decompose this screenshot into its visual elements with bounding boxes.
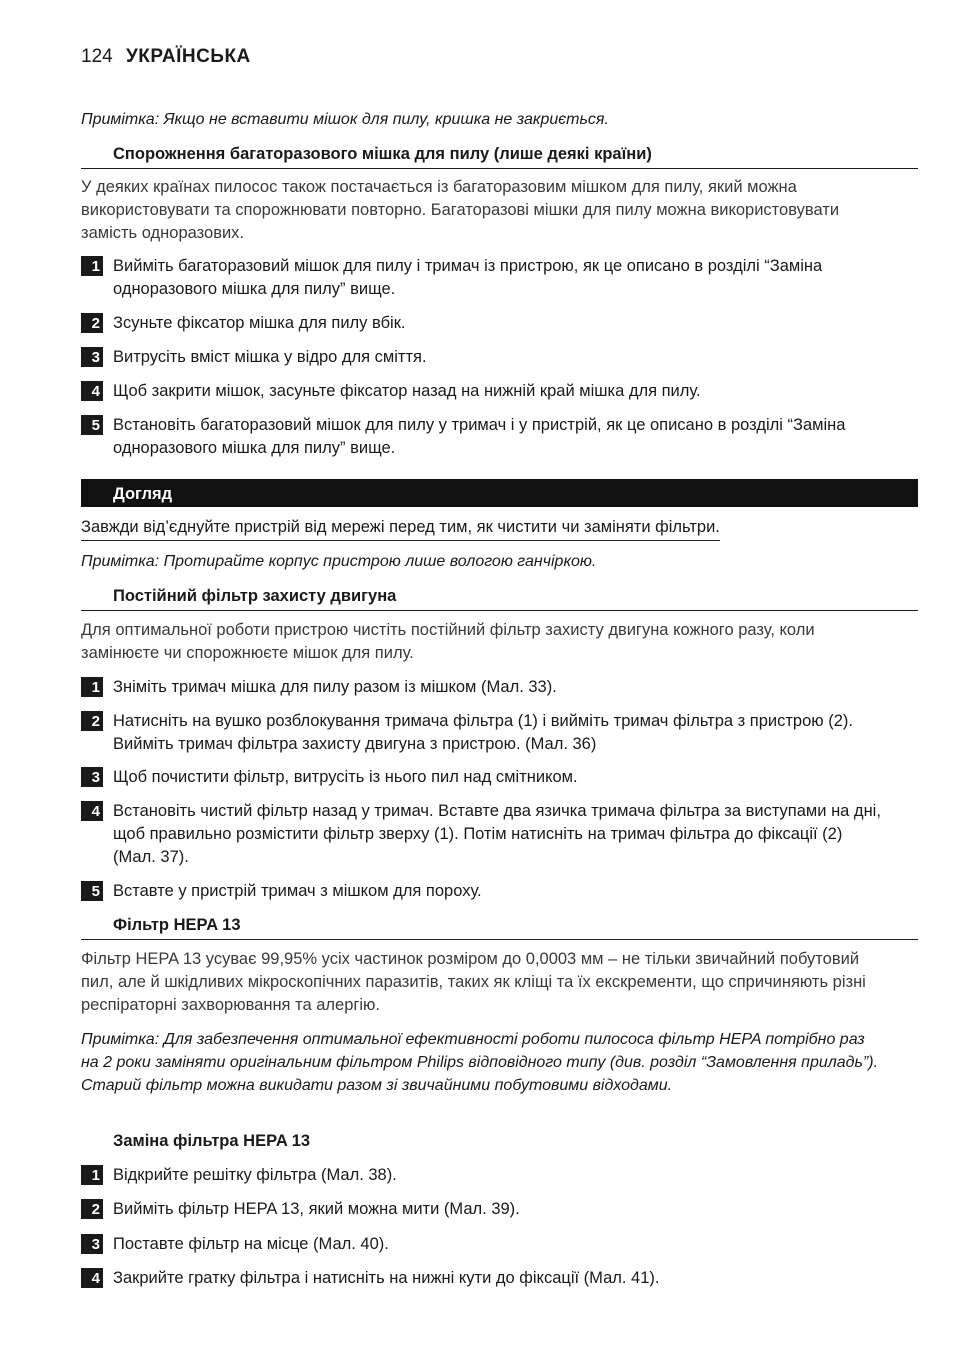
step-number: 4 [81,801,103,821]
step-number: 4 [81,381,103,401]
paragraph-motor-intro: Для оптимальної роботи пристрою чистіть постійний фільтр захисту двигуна кожного разу, коли замінюєте чи спорожнюєте мішок для пилу. [81,621,815,662]
step-motor-4 [81,800,886,869]
note-care: Примітка: Протирайте корпус пристрою лише вологою ганчіркою. [81,553,597,570]
step-reusable-2 [81,312,886,335]
step-number: 2 [81,313,103,333]
step-number: 3 [81,767,103,787]
step-motor-1 [81,676,886,699]
step-text: Вийміть фільтр HEPA 13, який можна мити (Мал. 39). [113,1200,520,1218]
step-text: Щоб почистити фільтр, витрусіть із нього пил над смітником. [113,768,578,786]
step-text: Щоб закрити мішок, засуньте фіксатор назад на нижній край мішка для пилу. [113,382,701,400]
heading-hepa-filter: Фільтр HEPA 13 [81,915,918,940]
note-bag-lid: Примітка: Якщо не вставити мішок для пилу, кришка не закриється. [81,111,609,128]
step-text: Витрусіть вміст мішка у відро для сміття. [113,348,427,366]
step-text: Закрийте гратку фільтра і натисніть на нижні кути до фіксації (Мал. 41). [113,1269,660,1287]
step-text: Встановіть багаторазовий мішок для пилу у тримач і у пристрій, як це описано в розділі “Заміна одноразового мішка для пилу” вище. [113,416,846,457]
step-number: 3 [81,1234,103,1254]
note-hepa-replace: Примітка: Для забезпечення оптимальної ефективності роботи пилососа фільтр HEPA потрібно раз на 2 роки заміняти оригінальним фільтром Philips відповідного типу (див. розділ “Замовлення приладь”). Старий фільтр можна викидати разом зі звичайними побутовими відходами. [81,1031,879,1094]
step-text: Вставте у пристрій тримач з мішком для пороху. [113,882,482,900]
step-hepa-1 [81,1164,886,1187]
step-text: Встановіть чистий фільтр назад у тримач. Вставте два язичка тримача фільтра за виступами на дні, щоб правильно розмістити фільтр зверху (1). Потім натисніть на тримач фільтра до фіксації (2) (Мал. 37). [113,802,881,866]
heading-reusable-bag: Спорожнення багаторазового мішка для пилу (лише деякі країни) [81,144,918,169]
step-hepa-2 [81,1198,886,1221]
step-text: Вийміть багаторазовий мішок для пилу і тримач із пристрою, як це описано в розділі “Заміна одноразового мішка для пилу” вище. [113,257,823,298]
step-hepa-4 [81,1267,886,1290]
step-number: 1 [81,256,103,276]
step-number: 2 [81,711,103,731]
step-number: 1 [81,677,103,697]
step-number: 3 [81,347,103,367]
step-text: Зніміть тримач мішка для пилу разом із мішком (Мал. 33). [113,678,557,696]
step-text: Зсуньте фіксатор мішка для пилу вбік. [113,314,406,332]
step-motor-5 [81,880,886,903]
step-number: 5 [81,415,103,435]
step-motor-3 [81,766,886,789]
heading-motor-filter: Постійний фільтр захисту двигуна [81,586,918,611]
section-bar-care: Догляд [81,479,918,507]
step-text: Відкрийте решітку фільтра (Мал. 38). [113,1166,397,1184]
paragraph-reusable-intro: У деяких країнах пилосос також постачається із багаторазовим мішком для пилу, який можна використовувати та спорожнювати повторно. Багаторазові мішки для пилу можна використовувати замість одноразових. [81,178,840,242]
step-text: Поставте фільтр на місце (Мал. 40). [113,1235,389,1253]
step-reusable-3 [81,346,886,369]
step-number: 2 [81,1199,103,1219]
warning-container [81,516,886,541]
page-header [81,46,251,68]
step-hepa-3 [81,1233,886,1256]
step-text: Натисніть на вушко розблокування тримача фільтра (1) і вийміть тримач фільтра з пристрою (2). Вийміть тримач фільтра захисту двигуна з пристрою. (Мал. 36) [113,712,853,753]
warning-unplug: Завжди від’єднуйте пристрій від мережі перед тим, як чистити чи заміняти фільтри. [81,516,720,541]
step-number: 5 [81,881,103,901]
step-reusable-1 [81,255,886,301]
heading-hepa-replace: Заміна фільтра HEPA 13 [113,1132,311,1150]
paragraph-hepa-intro: Фільтр HEPA 13 усуває 99,95% усіх частинок розміром до 0,0003 мм – не тільки звичайний побутовий пил, але й шкідливих мікроскопічних паразитів, таких як кліщі та їх екскременти, що спричиняють різні респіраторні захворювання та алергію. [81,950,866,1014]
step-number: 4 [81,1268,103,1288]
step-motor-2 [81,710,886,756]
step-number: 1 [81,1165,103,1185]
step-reusable-4 [81,380,886,403]
page-number: 124 [81,46,113,67]
language-title: УКРАЇНСЬКА [125,46,251,67]
step-reusable-5 [81,414,886,460]
